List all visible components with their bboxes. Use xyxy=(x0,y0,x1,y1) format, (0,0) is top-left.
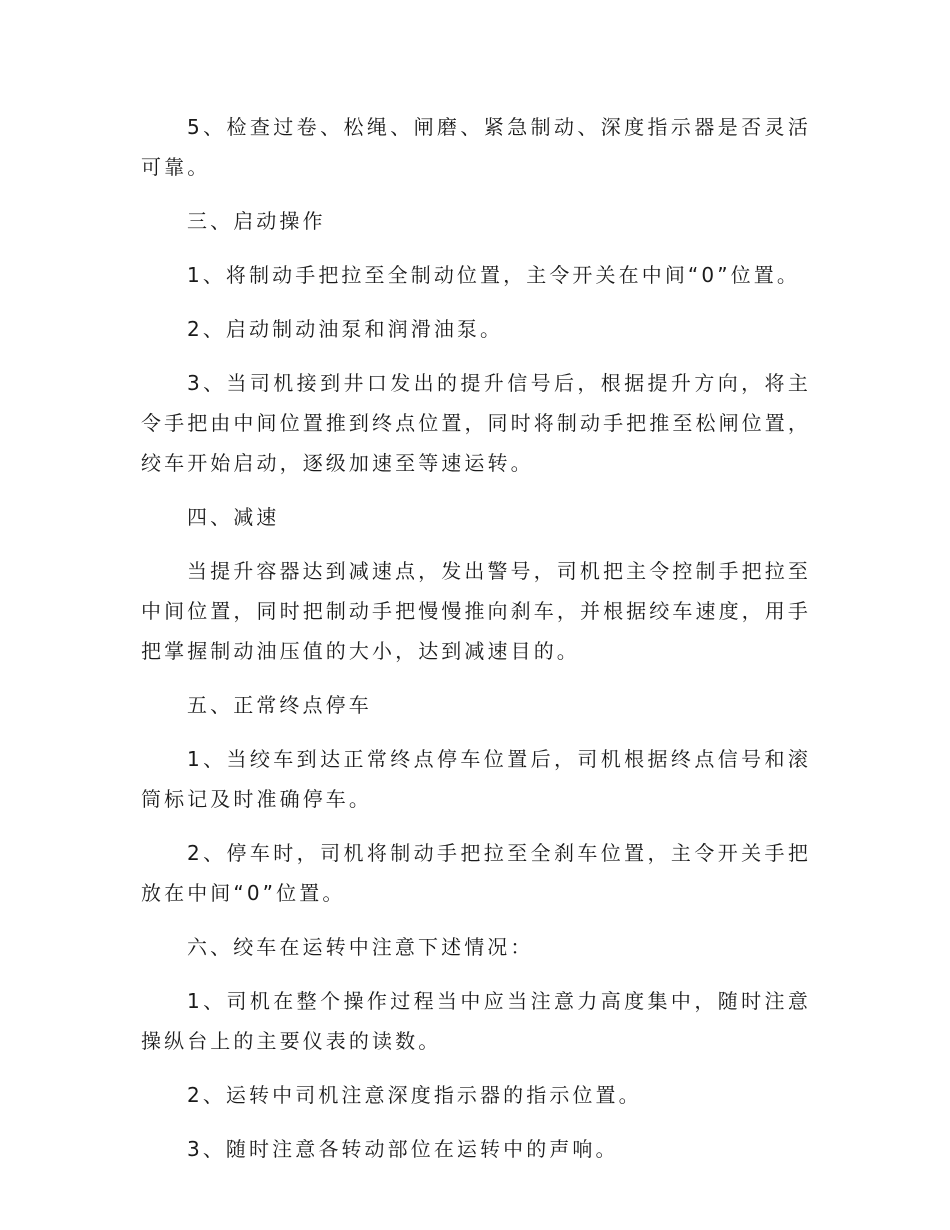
document-body xyxy=(141,107,811,1183)
section-heading-deceleration: 四、减速 xyxy=(187,505,280,529)
section-heading-normal-stop: 五、正常终点停车 xyxy=(187,693,372,717)
paragraph-start-step-1: 1、将制动手把拉至全制动位置，主令开关在中间“0”位置。 xyxy=(187,263,800,287)
paragraph-stop-step-2: 2、停车时，司机将制动手把拉至全刹车位置，主令开关手把放在中间“0”位置。 xyxy=(141,841,811,905)
paragraph-start-step-2: 2、启动制动油泵和润滑油泵。 xyxy=(187,317,504,341)
paragraph-note-3: 3、随时注意各转动部位在运转中的声响。 xyxy=(187,1137,619,1161)
paragraph-stop-step-1: 1、当绞车到达正常终点停车位置后，司机根据终点信号和滚筒标记及时准确停车。 xyxy=(141,747,811,811)
paragraph-check-item-5: 5、检查过卷、松绳、闸磨、紧急制动、深度指示器是否灵活可靠。 xyxy=(141,115,811,179)
section-heading-running-notes: 六、绞车在运转中注意下述情况： xyxy=(187,935,534,959)
paragraph-deceleration: 当提升容器达到减速点，发出警号，司机把主令控制手把拉至中间位置，同时把制动手把慢慢推向刹车，并根据绞车速度，用手把掌握制动油压值的大小，达到减速目的。 xyxy=(141,559,811,663)
paragraph-start-step-3: 3、当司机接到井口发出的提升信号后，根据提升方向，将主令手把由中间位置推到终点位置，同时将制动手把推至松闸位置，绞车开始启动，逐级加速至等速运转。 xyxy=(141,371,811,475)
paragraph-note-2: 2、运转中司机注意深度指示器的指示位置。 xyxy=(187,1083,642,1107)
section-heading-start-operation: 三、启动操作 xyxy=(187,209,326,233)
paragraph-note-1: 1、司机在整个操作过程当中应当注意力高度集中，随时注意操纵台上的主要仪表的读数。 xyxy=(141,989,811,1053)
